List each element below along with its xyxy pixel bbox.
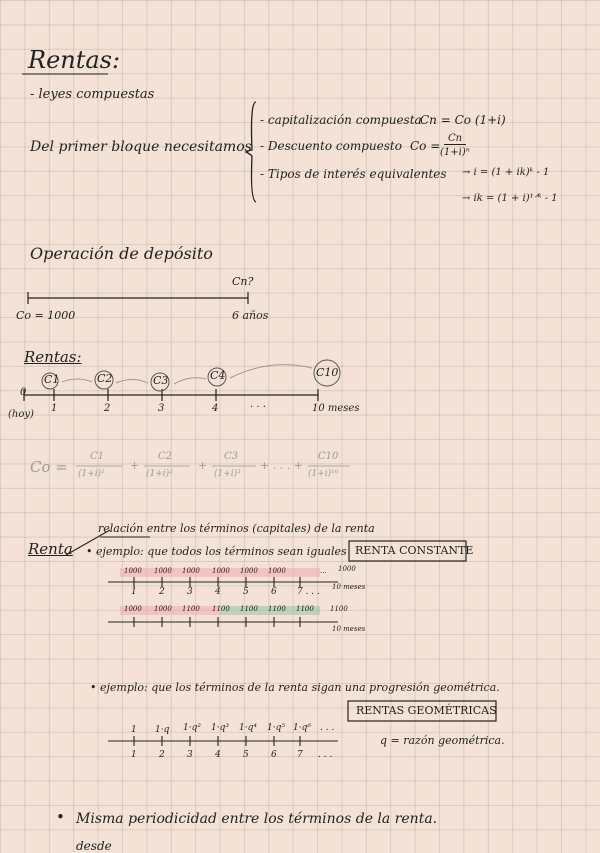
row1-value: 1000 [268, 567, 286, 575]
row2-value: 1100 [240, 605, 258, 613]
arrow-c3-c2 [116, 380, 148, 384]
tick-3: 3 [158, 403, 165, 414]
geo-value: 1 [131, 725, 137, 735]
row2-value: 1100 [212, 605, 230, 613]
row1-value: ... [320, 567, 327, 575]
renta-relation: relación entre los términos (capitales) de la renta [98, 522, 375, 535]
deposit-cn: Cn? [232, 275, 254, 288]
circle-label-c10: C10 [316, 366, 339, 379]
geo-tick: 4 [215, 750, 221, 760]
subtitle: - leyes compuestas [30, 87, 155, 102]
box-label-geometricas: RENTAS GEOMÉTRICAS [356, 704, 497, 717]
formula-den-10: (1+i)¹⁰ [308, 469, 339, 479]
row1-tick: 5 [243, 587, 249, 597]
formula-num-2: C2 [158, 451, 173, 462]
geo-tick: 6 [271, 750, 277, 760]
geo-value: 1·q⁶ [293, 723, 311, 733]
geo-tick: 1 [131, 750, 137, 760]
geo-tick: 5 [243, 750, 249, 760]
block-intro: Del primer bloque necesitamos [30, 139, 252, 155]
formula-equivalentes-2: → ik = (1 + i)¹ᐟᵏ - 1 [462, 193, 558, 204]
row2-value: 1100 [296, 605, 314, 613]
circle-label-c1: C1 [44, 373, 60, 386]
row1-tick: 3 [187, 587, 193, 597]
row1-tick: 2 [159, 587, 165, 597]
item-descuento: - Descuento compuesto [260, 139, 402, 153]
row1-value: 1000 [240, 567, 258, 575]
geo-value: 1·q⁴ [239, 723, 257, 733]
formula-descuento-left: Co = [410, 139, 441, 153]
formula-capitalizacion: Cn = Co (1+i) [420, 113, 506, 127]
geo-value: . . . [320, 723, 335, 733]
periodicity-line: Misma periodicidad entre los términos de la renta. [76, 811, 438, 827]
rentas-label: Rentas: [24, 348, 82, 366]
formula-den-3: (1+i)³ [214, 469, 241, 479]
geo-value: 1·q [155, 725, 170, 735]
tick-4: 4 [212, 403, 219, 414]
deposit-years: 6 años [232, 309, 269, 322]
formula-num-3: C3 [224, 451, 239, 462]
row2-value: 1100 [268, 605, 286, 613]
row1-value: 1000 [182, 567, 200, 575]
formula-den-1: (1+i)¹ [78, 469, 105, 479]
row1-tick: 1 [131, 587, 137, 597]
bullet-dot-icon: • [56, 808, 65, 826]
row1-tick: 7 . . . [297, 587, 320, 597]
row2-value: 1100 [330, 605, 348, 613]
tick-dots: . . . [250, 399, 266, 410]
formula-plus-2: + [198, 459, 208, 472]
formula-descuento-den: (1+i)ⁿ [440, 147, 470, 158]
item-tipos: - Tipos de interés equivalentes [260, 167, 447, 181]
row2-end: 10 meses [332, 625, 366, 633]
row1-value: 1000 [154, 567, 172, 575]
tick-1: 1 [51, 403, 58, 414]
deposit-title: Operación de depósito [30, 244, 213, 263]
item-capitalizacion: - capitalización compuesta [260, 113, 422, 127]
circle-label-c3: C3 [153, 374, 169, 387]
formula-dots: + . . . + [260, 459, 303, 472]
arrow-c2-c1 [62, 379, 92, 382]
arrow-c4-c3 [174, 378, 206, 384]
example-2: • ejemplo: que los términos de la renta sigan una progresión geométrica. [90, 681, 500, 694]
row2-value: 1000 [124, 605, 142, 613]
geo-value: 1·q³ [211, 723, 229, 733]
tick-2: 2 [104, 403, 111, 414]
page-title: Rentas: [28, 46, 121, 74]
row1-value: 1000 [212, 567, 230, 575]
row2-value: 1000 [154, 605, 172, 613]
formula-descuento-num: Cn [444, 134, 466, 145]
row1-tick: 10 meses [332, 583, 366, 591]
deposit-co: Co = 1000 [16, 309, 76, 322]
row2-value: 1100 [182, 605, 200, 613]
tick-0: 0 [20, 387, 27, 398]
box-label-constante: RENTA CONSTANTE [355, 544, 474, 557]
formula-co: Co = [30, 458, 68, 476]
formula-num-1: C1 [90, 451, 105, 462]
renta-label: Renta [28, 540, 73, 558]
circle-label-c4: C4 [210, 369, 226, 382]
geo-tick: . . . [318, 750, 333, 760]
arrow-c10-c4 [230, 365, 312, 378]
row1-tick: 4 [215, 587, 221, 597]
geo-value: 1·q⁵ [267, 723, 285, 733]
geo-tick: 2 [159, 750, 165, 760]
formula-num-10: C10 [318, 451, 339, 462]
row1-value: 1000 [338, 565, 356, 573]
geo-tick: 7 [297, 750, 303, 760]
geo-value: 1·q² [183, 723, 201, 733]
row1-value: 1000 [124, 567, 142, 575]
tick-hoy: (hoy) [8, 409, 34, 420]
circle-label-c2: C2 [97, 372, 113, 385]
q-note: q = razón geométrica. [380, 734, 505, 747]
row1-tick: 6 [271, 587, 277, 597]
formula-den-2: (1+i)² [146, 469, 173, 479]
geo-tick: 3 [187, 750, 193, 760]
example-1: • ejemplo: que todos los términos sean iguales [86, 545, 347, 558]
cut-off-text: desde [76, 839, 112, 853]
tick-10: 10 meses [312, 403, 360, 414]
formula-plus-1: + [130, 459, 140, 472]
formula-equivalentes-1: → i = (1 + ik)ᵏ - 1 [462, 167, 550, 178]
